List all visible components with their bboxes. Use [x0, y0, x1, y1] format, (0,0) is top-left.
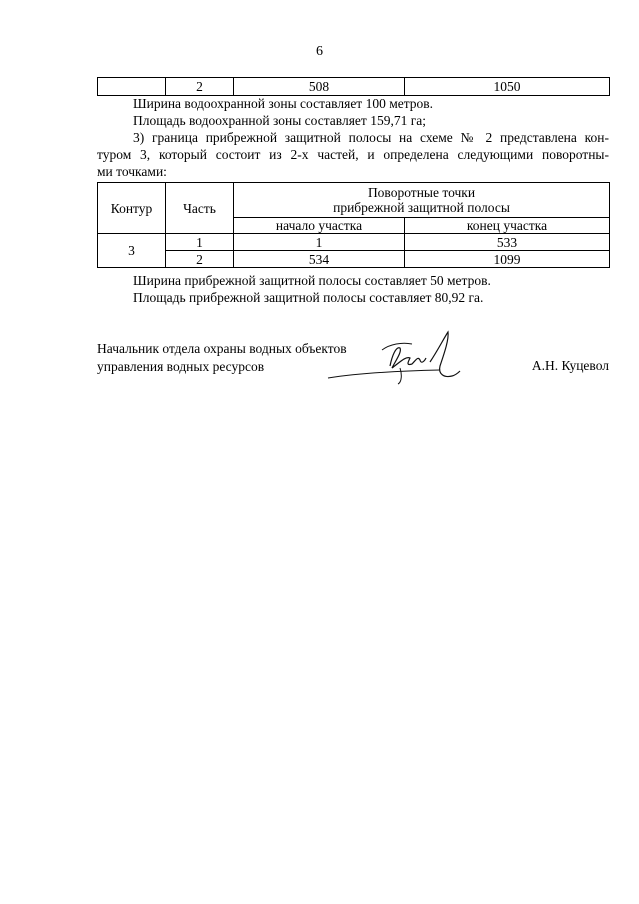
- table-cell: 1050: [405, 78, 610, 96]
- water-zone-area-text: Площадь водоохранной зоны составляет 159,71 га;: [133, 113, 426, 128]
- table-cell: 2: [166, 78, 234, 96]
- end-cell: 533: [405, 234, 610, 251]
- table-cell: 508: [234, 78, 405, 96]
- start-cell: 534: [234, 251, 405, 268]
- page-number: 6: [316, 44, 323, 59]
- part-cell: 1: [166, 234, 234, 251]
- protective-strip-width-text: Ширина прибрежной защитной полосы составляет 50 метров.: [133, 273, 491, 288]
- start-cell: 1: [234, 234, 405, 251]
- boundary-paragraph-line-3: ми точками:: [97, 164, 167, 179]
- header-part: Часть: [166, 183, 234, 234]
- table-row: [98, 251, 610, 268]
- boundary-paragraph-line-1: 3) граница прибрежной защитной полосы на схеме № 2 представлена кон-: [133, 130, 609, 145]
- header-contour: Контур: [98, 183, 166, 234]
- protective-strip-area-text: Площадь прибрежной защитной полосы составляет 80,92 га.: [133, 290, 484, 305]
- boundary-paragraph-line-2: туром 3, который состоит из 2-х частей, и определена следующими поворотны-: [97, 147, 609, 162]
- signer-title-line-2: управления водных ресурсов: [97, 359, 265, 374]
- turning-points-table: [97, 182, 610, 268]
- header-start: начало участка: [234, 218, 405, 234]
- signer-title-line-1: Начальник отдела охраны водных объектов: [97, 341, 347, 356]
- table-header-row: [98, 183, 610, 218]
- header-end: конец участка: [405, 218, 610, 234]
- contour-cell: 3: [98, 234, 166, 268]
- header-turning-points: [234, 183, 610, 218]
- end-cell: 1099: [405, 251, 610, 268]
- water-zone-width-text: Ширина водоохранной зоны составляет 100 метров.: [133, 96, 434, 111]
- part-cell: 2: [166, 251, 234, 268]
- table-row: [98, 234, 610, 251]
- header-points-line-2: прибрежной защитной полосы: [333, 200, 510, 215]
- header-points-line-1: Поворотные точки: [367, 185, 476, 200]
- table-cell: [98, 78, 166, 96]
- handwritten-signature: [320, 326, 470, 386]
- signer-name: А.Н. Куцевол: [531, 358, 609, 373]
- table-row: [98, 78, 610, 96]
- continuation-table: [97, 77, 610, 96]
